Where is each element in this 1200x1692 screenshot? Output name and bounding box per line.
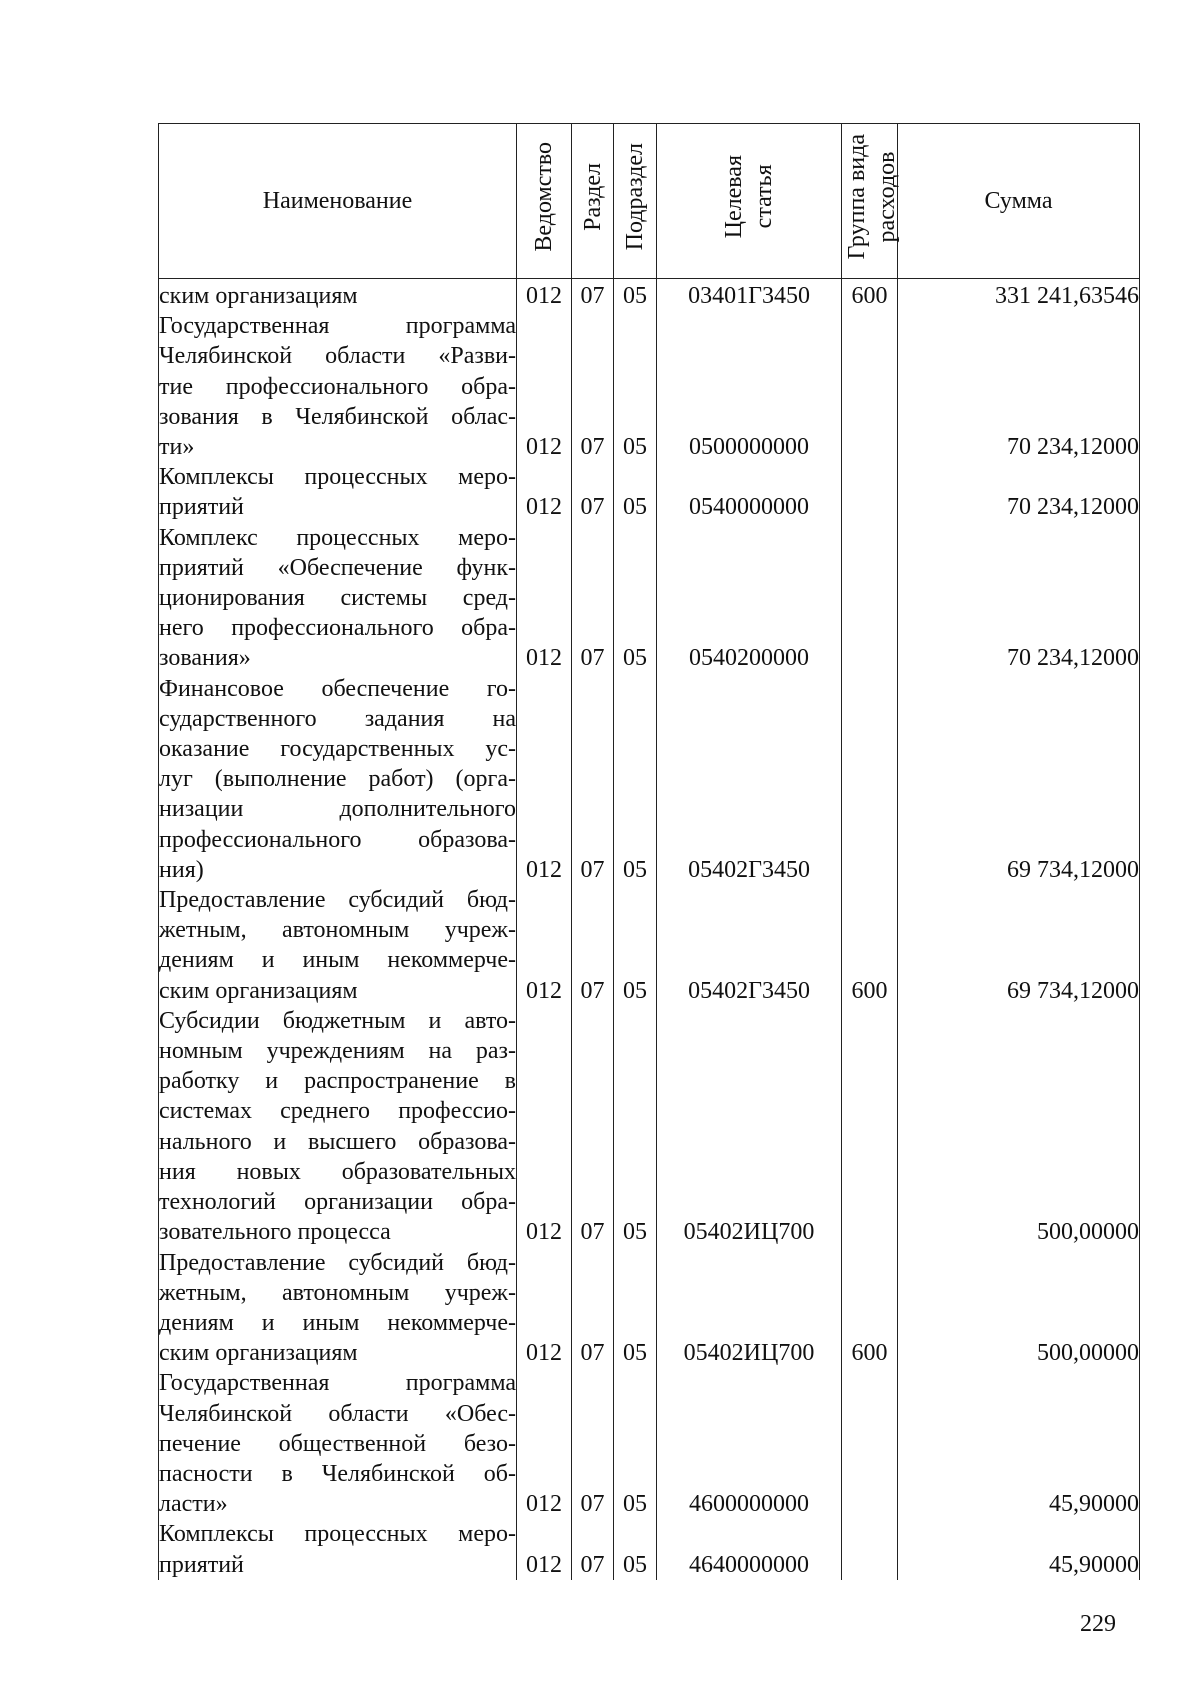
table-row [159, 1368, 1140, 1519]
cell-sum: 500,00000 [898, 1006, 1140, 1248]
cell-sum: 69 734,12000 [898, 674, 1140, 885]
header-vedomstvo-label: Ведомство [531, 142, 557, 252]
header-name-label: Наименование [262, 187, 413, 214]
name-line: номным учреждениям на раз- [159, 1038, 516, 1065]
cell-razdel: 07 [572, 885, 614, 1006]
name-line: зования в Челябинской облас- [159, 403, 516, 430]
header-target [657, 124, 842, 279]
cell-razdel: 07 [572, 1006, 614, 1248]
page-number: 229 [1080, 1611, 1116, 1637]
name-line: технологий организации обра- [159, 1189, 516, 1216]
cell-vedomstvo: 012 [517, 311, 572, 462]
cell-name [159, 462, 517, 522]
name-line: Предоставление субсидий бюд- [159, 1249, 516, 1276]
cell-group [842, 523, 898, 674]
cell-razdel: 07 [572, 674, 614, 885]
header-target-line1: Целевая [721, 155, 747, 239]
table-row [159, 1519, 1140, 1579]
cell-group: 600 [842, 279, 898, 312]
name-line: пасности в Челябинской об- [159, 1460, 516, 1487]
cell-target: 0540000000 [657, 462, 842, 522]
cell-vedomstvo: 012 [517, 279, 572, 312]
table-row [159, 311, 1140, 462]
cell-group: 600 [842, 1248, 898, 1369]
cell-sum: 331 241,63546 [898, 279, 1140, 312]
cell-name [159, 311, 517, 462]
budget-table [158, 123, 1140, 1580]
name-line: системах среднего профессио- [159, 1098, 516, 1125]
name-line: жетным, автономным учреж- [159, 917, 516, 944]
name-line: ционирования системы сред- [159, 585, 516, 612]
name-line: дениям и иным некоммерче- [159, 1309, 516, 1336]
header-group-line1: Группа вида [844, 134, 870, 260]
cell-group [842, 311, 898, 462]
name-line: ти» [159, 434, 195, 461]
name-line: Финансовое обеспечение го- [159, 675, 516, 702]
name-line: Комплекс процессных меро- [159, 524, 516, 551]
header-podrazdel [614, 124, 657, 279]
name-line: нального и высшего образова- [159, 1128, 516, 1155]
cell-sum: 45,90000 [898, 1519, 1140, 1579]
name-line: ласти» [159, 1491, 228, 1518]
header-sum-label: Сумма [984, 187, 1053, 214]
cell-group [842, 462, 898, 522]
cell-group [842, 1368, 898, 1519]
cell-podrazdel: 05 [614, 1368, 657, 1519]
name-line: ским организациям [159, 1340, 358, 1367]
name-line: него профессионального обра- [159, 615, 516, 642]
cell-razdel: 07 [572, 1519, 614, 1579]
header-podrazdel-label: Подраздел [622, 143, 648, 251]
cell-podrazdel: 05 [614, 279, 657, 312]
name-line: зования» [159, 645, 251, 672]
header-name [159, 124, 517, 279]
name-line: тие профессионального обра- [159, 373, 516, 400]
table-body [159, 279, 1140, 1580]
cell-name [159, 523, 517, 674]
cell-name [159, 1006, 517, 1248]
cell-sum: 45,90000 [898, 1368, 1140, 1519]
header-razdel [572, 124, 614, 279]
cell-vedomstvo: 012 [517, 523, 572, 674]
name-line: Челябинской области «Разви- [159, 343, 516, 370]
table-row [159, 1248, 1140, 1369]
name-line: ским организациям [159, 283, 358, 309]
table-row [159, 885, 1140, 1006]
name-line: жетным, автономным учреж- [159, 1279, 516, 1306]
name-line: печение общественной безо- [159, 1430, 516, 1457]
name-line: зовательного процесса [159, 1219, 391, 1246]
table-row [159, 674, 1140, 885]
cell-target: 05402ИЦ700 [657, 1006, 842, 1248]
name-line: ским организациям [159, 977, 358, 1004]
name-line: Государственная программа [159, 313, 516, 340]
name-line: работку и распространение в [159, 1068, 516, 1095]
cell-razdel: 07 [572, 462, 614, 522]
cell-target: 0540200000 [657, 523, 842, 674]
cell-podrazdel: 05 [614, 885, 657, 1006]
name-line: приятий «Обеспечение функ- [159, 554, 516, 581]
cell-name [159, 1248, 517, 1369]
cell-group [842, 674, 898, 885]
name-line: Комплексы процессных меро- [159, 1521, 516, 1548]
cell-group [842, 1006, 898, 1248]
cell-razdel: 07 [572, 1248, 614, 1369]
cell-vedomstvo: 012 [517, 1006, 572, 1248]
name-line: Государственная программа [159, 1370, 516, 1397]
name-line: оказание государственных ус- [159, 736, 516, 763]
name-line: профессионального образова- [159, 826, 516, 853]
header-group-line2: расходов [874, 151, 900, 243]
header-sum [898, 124, 1140, 279]
cell-razdel: 07 [572, 279, 614, 312]
header-target-line2: статья [751, 164, 777, 229]
header-group-label [842, 134, 902, 259]
cell-podrazdel: 05 [614, 1006, 657, 1248]
cell-razdel: 07 [572, 1368, 614, 1519]
name-line: Предоставление субсидий бюд- [159, 887, 516, 914]
cell-razdel: 07 [572, 523, 614, 674]
cell-target: 4640000000 [657, 1519, 842, 1579]
cell-podrazdel: 05 [614, 1519, 657, 1579]
name-line: низации дополнительного [159, 796, 516, 823]
cell-name [159, 279, 517, 312]
cell-name [159, 1519, 517, 1579]
name-line: сударственного задания на [159, 705, 516, 732]
cell-vedomstvo: 012 [517, 674, 572, 885]
cell-podrazdel: 05 [614, 523, 657, 674]
cell-vedomstvo: 012 [517, 1519, 572, 1579]
name-line: ния новых образовательных [159, 1158, 516, 1185]
cell-sum: 70 234,12000 [898, 462, 1140, 522]
table-row [159, 462, 1140, 522]
cell-group: 600 [842, 885, 898, 1006]
cell-podrazdel: 05 [614, 311, 657, 462]
cell-sum: 69 734,12000 [898, 885, 1140, 1006]
table-row [159, 279, 1140, 312]
cell-vedomstvo: 012 [517, 462, 572, 522]
name-line: Комплексы процессных меро- [159, 464, 516, 491]
header-target-label [719, 155, 779, 238]
name-line: ния) [159, 856, 204, 883]
name-line: луг (выполнение работ) (орга- [159, 766, 516, 793]
cell-sum: 70 234,12000 [898, 311, 1140, 462]
cell-name [159, 885, 517, 1006]
header-razdel-label: Раздел [579, 162, 606, 231]
name-line: приятий [159, 494, 244, 521]
cell-target: 03401Г3450 [657, 279, 842, 312]
cell-sum: 70 234,12000 [898, 523, 1140, 674]
cell-podrazdel: 05 [614, 462, 657, 522]
cell-target: 0500000000 [657, 311, 842, 462]
table-row [159, 1006, 1140, 1248]
name-line: дениям и иным некоммерче- [159, 947, 516, 974]
cell-group [842, 1519, 898, 1579]
header-group [842, 124, 898, 279]
name-line: Субсидии бюджетным и авто- [159, 1007, 516, 1034]
cell-podrazdel: 05 [614, 674, 657, 885]
cell-target: 05402ИЦ700 [657, 1248, 842, 1369]
cell-podrazdel: 05 [614, 1248, 657, 1369]
cell-name [159, 1368, 517, 1519]
cell-target: 05402Г3450 [657, 885, 842, 1006]
cell-vedomstvo: 012 [517, 1368, 572, 1519]
cell-vedomstvo: 012 [517, 885, 572, 1006]
cell-vedomstvo: 012 [517, 1248, 572, 1369]
cell-name [159, 674, 517, 885]
cell-target: 05402Г3450 [657, 674, 842, 885]
table-row [159, 523, 1140, 674]
name-line: Челябинской области «Обес- [159, 1400, 516, 1427]
name-line: приятий [159, 1551, 244, 1578]
table-header-row [159, 124, 1140, 279]
cell-razdel: 07 [572, 311, 614, 462]
cell-sum: 500,00000 [898, 1248, 1140, 1369]
header-vedomstvo [517, 124, 572, 279]
cell-target: 4600000000 [657, 1368, 842, 1519]
